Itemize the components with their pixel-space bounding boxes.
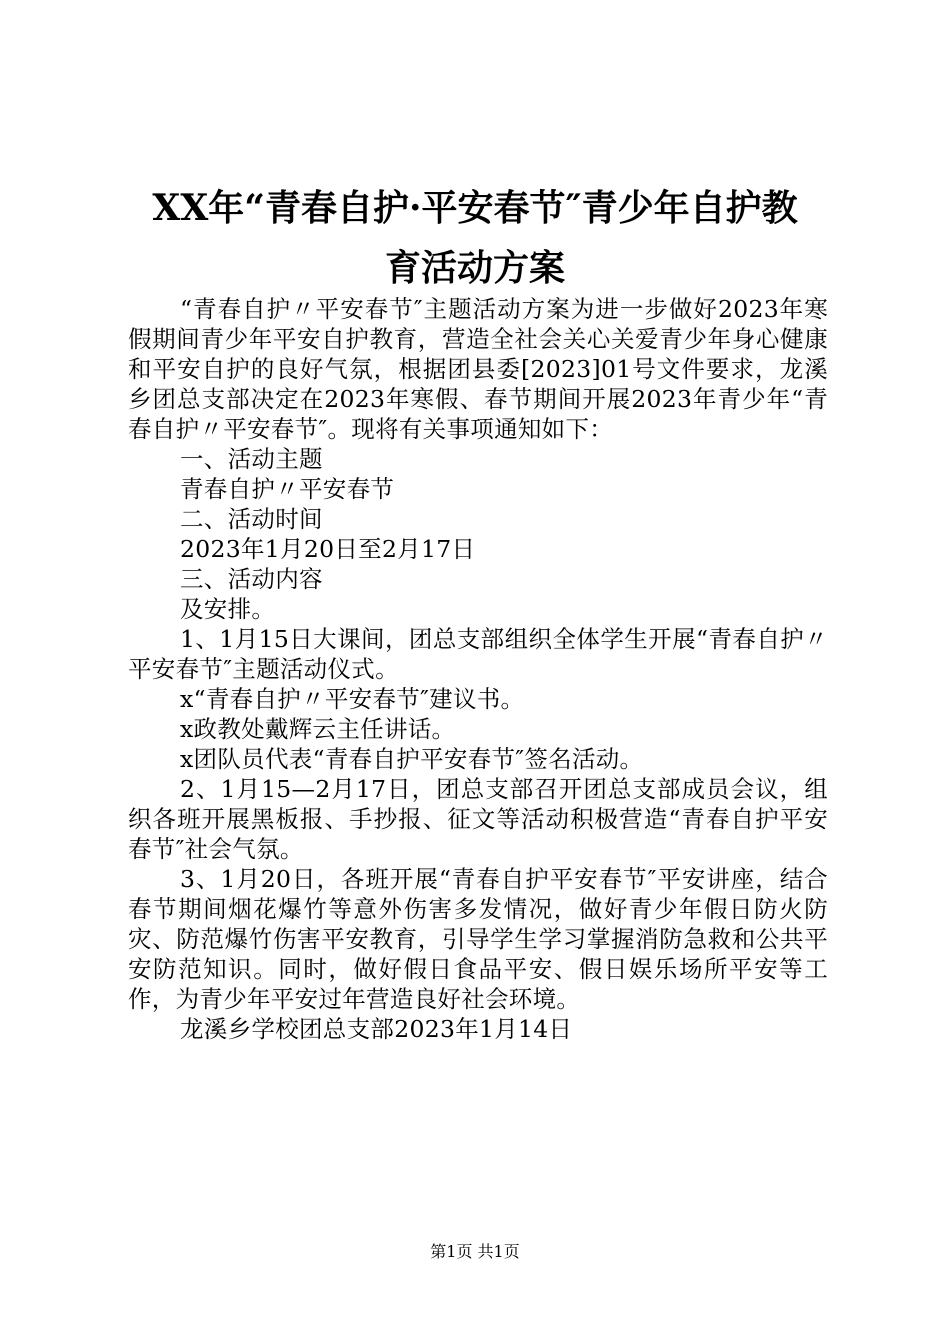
document-title-line-1: XX年“青春自护·平安春节″青少年自护教 <box>152 187 798 229</box>
section-3-subheading: 及安排。 <box>180 595 276 623</box>
page-footer: 第1页 共1页 <box>430 1242 520 1261</box>
activity-item-2: 2、1月15—2月17日，团总支部召开团总支部成员会议，组织各班开展黑板报、手抄报、征文等活动积极营造“青春自护平安春节″社会气氛。 <box>128 775 828 863</box>
section-3-heading: 三、活动内容 <box>180 565 323 593</box>
activity-item-3: 3、1月20日，各班开展“青春自护平安春节″平安讲座，结合春节期间烟花爆竹等意外伤害多发情况，做好青少年假日防火防灾、防范爆竹伤害平安教育，引导学生学习掌握消防急救和公共平安防范知识。同时，做好假日食品平安、假日娱乐场所平安等工作，为青少年平安过年营造良好社会环境。 <box>128 865 828 1013</box>
activity-item-1-sub-1: x“青春自护〃平安春节″建议书。 <box>180 685 525 713</box>
document-title-line-2: 育活动方案 <box>384 247 565 289</box>
section-2-heading: 二、活动时间 <box>180 505 323 533</box>
activity-item-1-sub-2: x政教处戴辉云主任讲话。 <box>180 715 456 743</box>
activity-item-1: 1、1月15日大课间，团总支部组织全体学生开展“青春自护〃平安春节″主题活动仪式。 <box>128 625 828 683</box>
document-body <box>128 294 828 1044</box>
section-2-content: 2023年1月20日至2月17日 <box>180 535 476 563</box>
intro-paragraph: “青春自护〃平安春节″主题活动方案为进一步做好2023年寒假期间青少年平安自护教育，营造全社会关心关爱青少年身心健康和平安自护的良好气氛，根据团县委[2023]01号文件要求，龙溪乡团总支部决定在2023年寒假、春节期间开展2023年青少年“青春自护〃平安春节″。现将有关事项通知如下： <box>128 295 828 443</box>
signature-line: 龙溪乡学校团总支部2023年1月14日 <box>180 1015 573 1043</box>
section-1-heading: 一、活动主题 <box>180 445 323 473</box>
section-1-content: 青春自护〃平安春节 <box>180 475 395 503</box>
activity-item-1-sub-3: x团队员代表“青春自护平安春节″签名活动。 <box>180 745 644 773</box>
